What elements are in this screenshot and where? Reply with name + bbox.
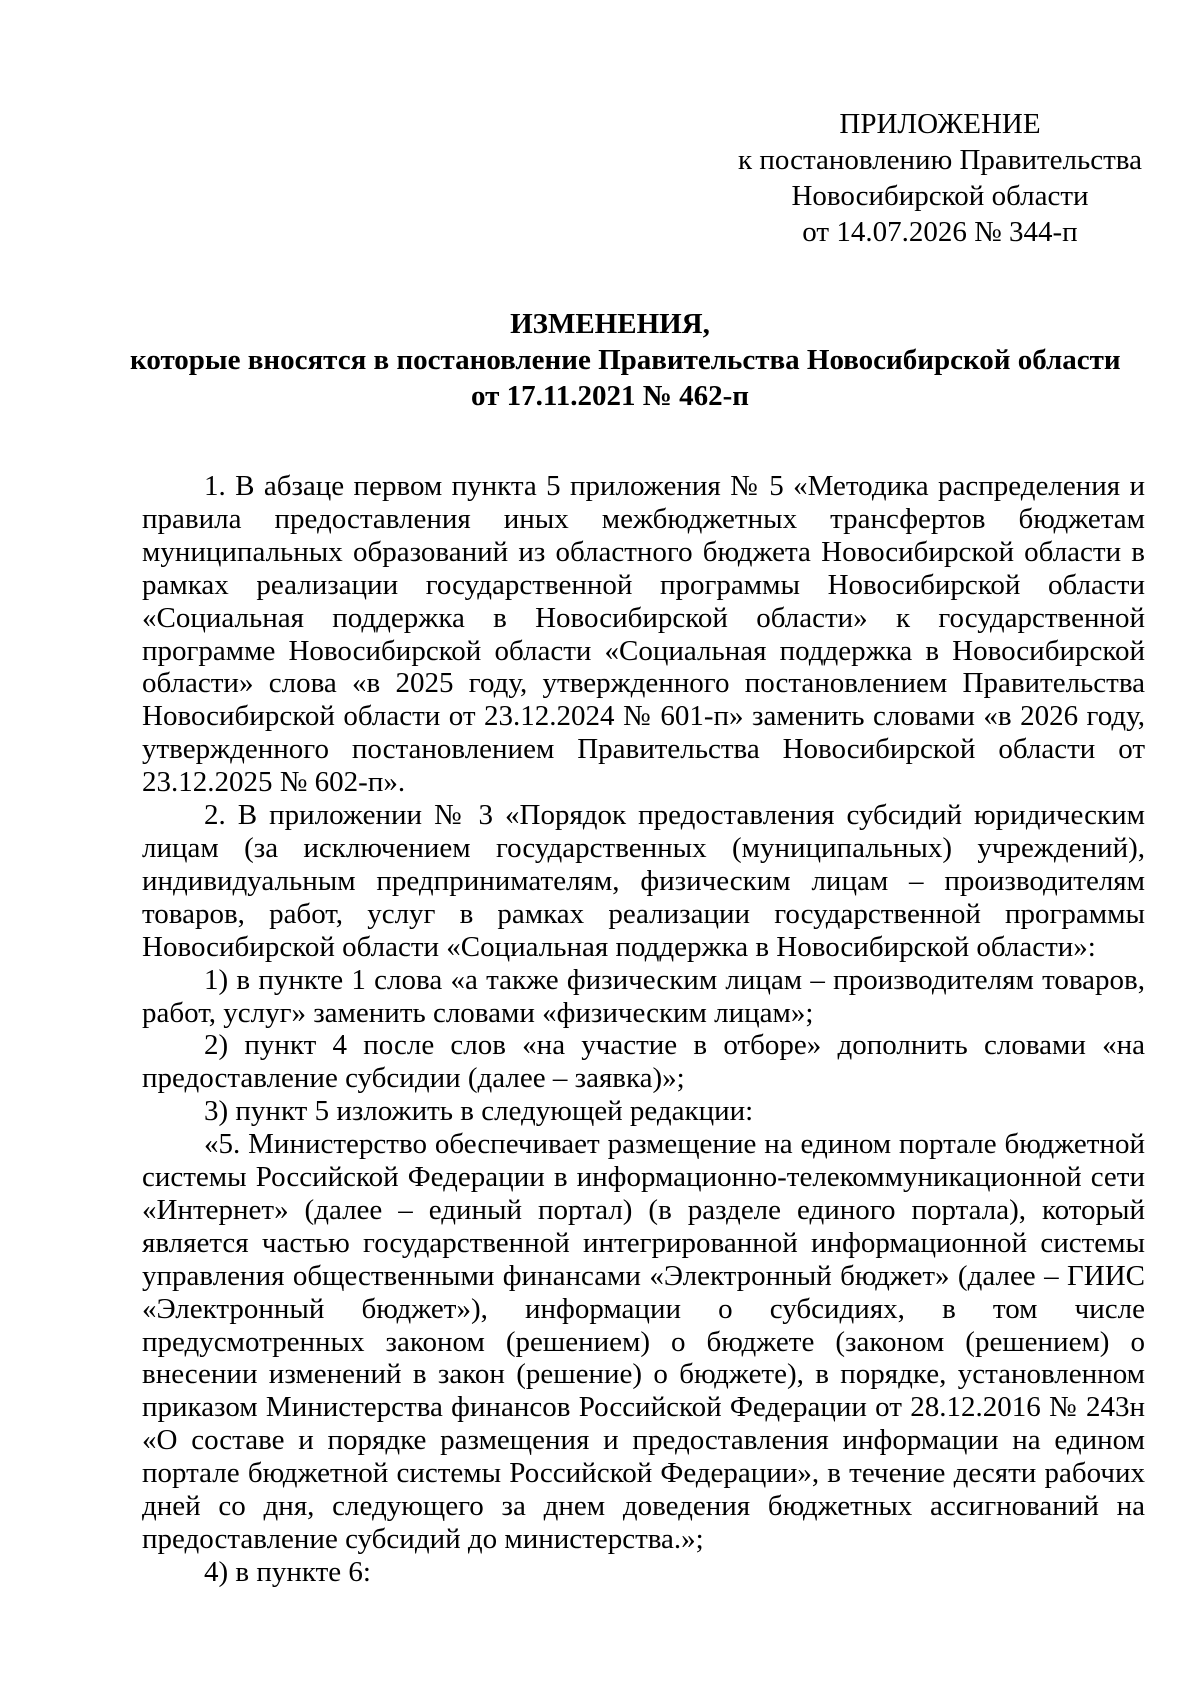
paragraph-6: «5. Министерство обеспечивает размещение на едином портале бюджетной системы Российской Федерации в информационно-телекоммуникационной сети «Интернет» (далее – единый портал) (в разделе единого портала), который является частью государственной интегрированной информационной системы управления общественными финансами «Электронный бюджет» (далее – ГИИС «Электронный бюджет»), информации о субсидиях, в том числе предусмотренных законом (решением) о бюджете (законом (решением) о внесении изменений в закон (решение) о бюджете), в порядке, установленном приказом Министерства финансов Российской Федерации от 28.12.2016 № 243н «О составе и порядке размещения и предоставления информации на едином портале бюджетной системы Российской Федерации», в течение десяти рабочих дней со дня, следующего за днем доведения бюджетных ассигнований на предоставление субсидий до министерства.»; (142, 1128, 1145, 1555)
appendix-region: Новосибирской области (791, 180, 1089, 212)
appendix-heading: ПРИЛОЖЕНИЕ (839, 108, 1041, 140)
title-date-number: от 17.11.2021 № 462-п (470, 380, 750, 412)
paragraph-7: 4) в пункте 6: (204, 1555, 371, 1588)
paragraph-3: 1) в пункте 1 слова «а также физическим лицам – производителям товаров, работ, услуг» заменить словами «физическим лицам»; (142, 963, 1145, 1029)
paragraph-2: 2. В приложении № 3 «Порядок предоставления субсидий юридическим лицам (за исключением государственных (муниципальных) учреждений), индивидуальным предпринимателям, физическим лицам – производителям товаров, работ, услуг в рамках реализации государственной программы Новосибирской области «Социальная поддержка в Новосибирской области»: (142, 799, 1145, 963)
paragraph-1: 1. В абзаце первом пункта 5 приложения № 5 «Методика распределения и правила предоставления иных межбюджетных трансфертов бюджетам муниципальных образований из областного бюджета Новосибирской области в рамках реализации государственной программы Новосибирской области «Социальная поддержка в Новосибирской области» к государственной программе Новосибирской области «Социальная поддержка в Новосибирской области» слова «в 2025 году, утвержденного постановлением Правительства Новосибирской области от 23.12.2024 № 601-п» заменить словами «в 2026 году, утвержденного постановлением Правительства Новосибирской области от 23.12.2025 № 602-п». (142, 470, 1145, 799)
title-heading: ИЗМЕНЕНИЯ, (510, 308, 710, 340)
appendix-date-number: от 14.07.2026 № 344-п (802, 216, 1078, 248)
paragraph-5: 3) пункт 5 изложить в следующей редакции: (204, 1095, 754, 1128)
document-title (130, 306, 1121, 414)
paragraph-4: 2) пункт 4 после слов «на участие в отборе» дополнить словами «на предоставление субсидии (далее – заявка)»; (142, 1029, 1145, 1095)
title-subject: которые вносятся в постановление Правительства Новосибирской области (130, 344, 1121, 376)
document-body (142, 470, 1145, 1589)
appendix-block (720, 106, 1160, 250)
appendix-resolution-ref: к постановлению Правительства (738, 144, 1142, 176)
